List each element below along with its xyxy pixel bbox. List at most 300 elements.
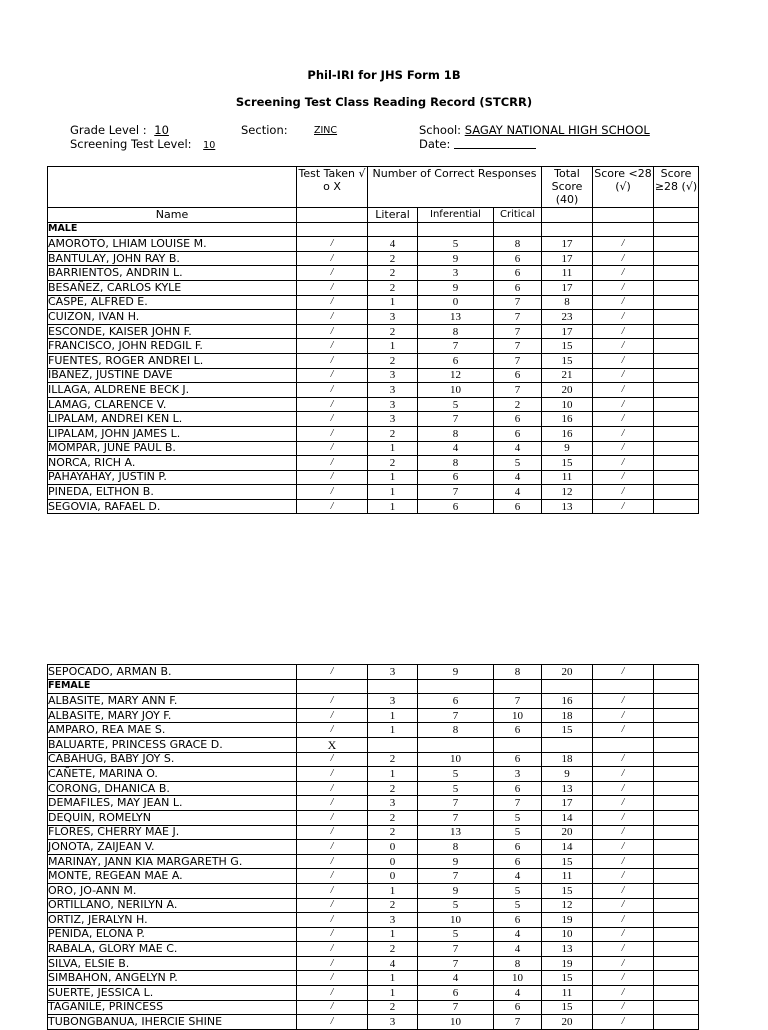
literal-score: 1 <box>368 986 418 1001</box>
inferential-score: 7 <box>418 810 494 825</box>
table-row <box>48 883 699 898</box>
test-taken-mark: / <box>297 810 368 825</box>
total-score: 15 <box>542 971 593 986</box>
critical-score: 4 <box>494 485 542 500</box>
inferential-score: 8 <box>418 324 494 339</box>
score-below-28-mark: / <box>593 883 654 898</box>
student-name: SEPOCADO, ARMAN B. <box>48 665 297 680</box>
score-above-28-mark <box>654 412 699 427</box>
test-taken-mark: / <box>297 499 368 514</box>
test-taken-header: Test Taken √ o X <box>297 167 368 208</box>
score-below-28-mark: / <box>593 767 654 782</box>
test-taken-mark: / <box>297 383 368 398</box>
literal-score: 2 <box>368 825 418 840</box>
total-score: 15 <box>542 883 593 898</box>
inferential-score: 5 <box>418 397 494 412</box>
table-row <box>48 869 699 884</box>
score-below-28-mark <box>593 737 654 752</box>
literal-score: 4 <box>368 237 418 252</box>
inferential-score: 6 <box>418 353 494 368</box>
total-score: 15 <box>542 854 593 869</box>
score-above-28-mark <box>654 840 699 855</box>
total-score: 23 <box>542 310 593 325</box>
score-below-28-mark: / <box>593 942 654 957</box>
literal-score: 1 <box>368 485 418 500</box>
test-taken-mark: / <box>297 368 368 383</box>
score-below-28-mark: / <box>593 927 654 942</box>
score-below-28-mark: / <box>593 810 654 825</box>
score-below-28-mark: / <box>593 840 654 855</box>
score-below-28-mark: / <box>593 781 654 796</box>
critical-score <box>494 737 542 752</box>
score-above-28-mark <box>654 927 699 942</box>
critical-score: 4 <box>494 470 542 485</box>
table-row <box>48 825 699 840</box>
student-name: ALBASITE, MARY JOY F. <box>48 708 297 723</box>
inferential-score: 6 <box>418 470 494 485</box>
table-row <box>48 324 699 339</box>
total-score: 13 <box>542 942 593 957</box>
critical-score: 7 <box>494 694 542 709</box>
score-below-28-mark: / <box>593 251 654 266</box>
total-score: 17 <box>542 237 593 252</box>
total-score: 20 <box>542 1015 593 1030</box>
total-score-header: Total Score (40) <box>542 167 593 208</box>
critical-score: 7 <box>494 310 542 325</box>
student-name: CASPE, ALFRED E. <box>48 295 297 310</box>
test-taken-mark: / <box>297 796 368 811</box>
inferential-score: 0 <box>418 295 494 310</box>
table-row <box>48 412 699 427</box>
student-name: PENIDA, ELONA P. <box>48 927 297 942</box>
grade-level-label: Grade Level : <box>70 123 147 137</box>
test-taken-mark: / <box>297 353 368 368</box>
critical-score: 7 <box>494 339 542 354</box>
test-taken-mark: / <box>297 898 368 913</box>
table-row <box>48 810 699 825</box>
test-taken-mark: / <box>297 986 368 1001</box>
inferential-score: 5 <box>418 767 494 782</box>
student-name: AMOROTO, LHIAM LOUISE M. <box>48 237 297 252</box>
critical-score: 7 <box>494 796 542 811</box>
score-below-28-mark: / <box>593 295 654 310</box>
test-taken-mark: / <box>297 339 368 354</box>
critical-score: 6 <box>494 251 542 266</box>
critical-score: 6 <box>494 1000 542 1015</box>
test-taken-mark: / <box>297 694 368 709</box>
literal-score: 1 <box>368 708 418 723</box>
score-above-28-mark <box>654 752 699 767</box>
score-above-28-mark <box>654 456 699 471</box>
inferential-score: 10 <box>418 383 494 398</box>
table-row <box>48 383 699 398</box>
score-below-28-mark: / <box>593 368 654 383</box>
score-above-28-mark <box>654 913 699 928</box>
table-row <box>48 752 699 767</box>
literal-score: 3 <box>368 913 418 928</box>
score-above-28-mark <box>654 898 699 913</box>
student-name: LAMAG, CLARENCE V. <box>48 397 297 412</box>
table-row <box>48 1015 699 1030</box>
literal-header: Literal <box>368 208 418 223</box>
name-header-top <box>48 167 297 208</box>
inferential-score: 10 <box>418 752 494 767</box>
score-below-28-mark: / <box>593 397 654 412</box>
date-label: Date: <box>419 137 451 151</box>
literal-score: 3 <box>368 397 418 412</box>
literal-score: 0 <box>368 854 418 869</box>
section-label: Section: <box>241 123 288 137</box>
inferential-score: 9 <box>418 251 494 266</box>
score-above-28-mark <box>654 485 699 500</box>
literal-score: 0 <box>368 840 418 855</box>
test-taken-mark: / <box>297 251 368 266</box>
male-rows-page2 <box>48 665 699 680</box>
total-score: 13 <box>542 781 593 796</box>
score-below-28-mark: / <box>593 426 654 441</box>
literal-score: 2 <box>368 266 418 281</box>
student-name: BANTULAY, JOHN RAY B. <box>48 251 297 266</box>
critical-score: 8 <box>494 956 542 971</box>
school-label: School: <box>419 123 462 137</box>
test-taken-mark: / <box>297 280 368 295</box>
student-name: TAGANILE, PRINCESS <box>48 1000 297 1015</box>
critical-score: 6 <box>494 280 542 295</box>
test-taken-mark: / <box>297 869 368 884</box>
score-above-28-mark <box>654 956 699 971</box>
total-score: 13 <box>542 499 593 514</box>
table-row <box>48 266 699 281</box>
inferential-score: 6 <box>418 499 494 514</box>
score-below-28-mark: / <box>593 986 654 1001</box>
literal-score: 2 <box>368 752 418 767</box>
score-below-28-mark: / <box>593 266 654 281</box>
test-taken-mark: / <box>297 1015 368 1030</box>
table-row <box>48 942 699 957</box>
form-title: Phil-IRI for JHS Form 1B <box>307 68 461 82</box>
inferential-score: 6 <box>418 694 494 709</box>
total-score: 20 <box>542 383 593 398</box>
total-score: 15 <box>542 456 593 471</box>
inferential-score: 7 <box>418 1000 494 1015</box>
test-taken-mark: / <box>297 470 368 485</box>
test-level-value: 10 <box>203 140 216 151</box>
student-name: SILVA, ELSIE B. <box>48 956 297 971</box>
student-name: FRANCISCO, JOHN REDGIL F. <box>48 339 297 354</box>
critical-score: 5 <box>494 825 542 840</box>
inferential-score: 7 <box>418 796 494 811</box>
student-name: ALBASITE, MARY ANN F. <box>48 694 297 709</box>
student-name: SUERTE, JESSICA L. <box>48 986 297 1001</box>
score-above-28-mark <box>654 310 699 325</box>
literal-score: 3 <box>368 1015 418 1030</box>
literal-score <box>368 737 418 752</box>
total-score: 11 <box>542 470 593 485</box>
score-above-28-mark <box>654 869 699 884</box>
name-header: Name <box>48 208 297 223</box>
literal-score: 3 <box>368 412 418 427</box>
total-score: 17 <box>542 251 593 266</box>
critical-score: 5 <box>494 898 542 913</box>
student-name: PAHAYAHAY, JUSTIN P. <box>48 470 297 485</box>
score-below-28-mark: / <box>593 485 654 500</box>
total-score: 15 <box>542 723 593 738</box>
student-name: ESCONDE, KAISER JOHN F. <box>48 324 297 339</box>
table-row <box>48 251 699 266</box>
table-row <box>48 898 699 913</box>
table-row <box>48 441 699 456</box>
total-score: 19 <box>542 913 593 928</box>
critical-score: 6 <box>494 723 542 738</box>
female-section-label: FEMALE <box>48 679 297 694</box>
test-taken-mark: / <box>297 324 368 339</box>
test-taken-mark: / <box>297 456 368 471</box>
score-above-28-mark <box>654 324 699 339</box>
student-name: BESAÑEZ, CARLOS KYLE <box>48 280 297 295</box>
total-score: 18 <box>542 752 593 767</box>
critical-score: 4 <box>494 986 542 1001</box>
critical-score: 7 <box>494 324 542 339</box>
score-below-28-mark: / <box>593 412 654 427</box>
score-below-28-mark: / <box>593 383 654 398</box>
score-below-28-mark: / <box>593 723 654 738</box>
total-score: 17 <box>542 324 593 339</box>
test-taken-mark: / <box>297 412 368 427</box>
score-above-28-mark <box>654 353 699 368</box>
score-below-28-mark: / <box>593 324 654 339</box>
literal-score: 3 <box>368 368 418 383</box>
score-below-28-mark: / <box>593 796 654 811</box>
literal-score: 2 <box>368 456 418 471</box>
critical-score: 6 <box>494 426 542 441</box>
critical-score: 6 <box>494 499 542 514</box>
score-below-28-mark: / <box>593 898 654 913</box>
critical-score: 7 <box>494 1015 542 1030</box>
literal-score: 3 <box>368 310 418 325</box>
inferential-score: 7 <box>418 942 494 957</box>
inferential-score: 5 <box>418 927 494 942</box>
test-taken-mark: / <box>297 485 368 500</box>
test-taken-mark: / <box>297 295 368 310</box>
inferential-score: 9 <box>418 665 494 680</box>
critical-score: 8 <box>494 665 542 680</box>
critical-score: 6 <box>494 752 542 767</box>
reading-record-table <box>47 166 699 514</box>
score-below-header: Score <28 (√) <box>593 167 654 208</box>
score-above-28-mark <box>654 665 699 680</box>
literal-score: 1 <box>368 883 418 898</box>
critical-score: 2 <box>494 397 542 412</box>
critical-score: 6 <box>494 854 542 869</box>
test-taken-mark: / <box>297 723 368 738</box>
literal-score: 1 <box>368 339 418 354</box>
critical-score: 7 <box>494 353 542 368</box>
test-taken-mark: / <box>297 854 368 869</box>
score-above-28-mark <box>654 883 699 898</box>
inferential-score: 7 <box>418 485 494 500</box>
score-below-28-mark: / <box>593 956 654 971</box>
score-above-28-mark <box>654 723 699 738</box>
school-row <box>419 123 650 137</box>
table-row <box>48 723 699 738</box>
total-score: 11 <box>542 266 593 281</box>
table-row <box>48 456 699 471</box>
score-below-28-mark: / <box>593 1000 654 1015</box>
literal-score: 1 <box>368 723 418 738</box>
table-row <box>48 280 699 295</box>
literal-score: 2 <box>368 898 418 913</box>
literal-score: 2 <box>368 353 418 368</box>
literal-score: 3 <box>368 665 418 680</box>
student-name: RABALA, GLORY MAE C. <box>48 942 297 957</box>
score-above-28-mark <box>654 499 699 514</box>
literal-score: 3 <box>368 383 418 398</box>
student-name: AMPARO, REA MAE S. <box>48 723 297 738</box>
student-name: DEMAFILES, MAY JEAN L. <box>48 796 297 811</box>
literal-score: 2 <box>368 280 418 295</box>
test-taken-mark: / <box>297 825 368 840</box>
correct-responses-header: Number of Correct Responses <box>368 167 542 208</box>
total-score: 12 <box>542 898 593 913</box>
literal-score: 2 <box>368 781 418 796</box>
literal-score: 1 <box>368 927 418 942</box>
student-name: ORTIZ, JERALYN H. <box>48 913 297 928</box>
date-blank-line <box>454 138 536 149</box>
table-row <box>48 737 699 752</box>
inferential-score: 7 <box>418 708 494 723</box>
literal-score: 1 <box>368 499 418 514</box>
test-taken-mark: / <box>297 1000 368 1015</box>
score-below-28-mark: / <box>593 694 654 709</box>
total-score: 21 <box>542 368 593 383</box>
test-taken-mark: / <box>297 708 368 723</box>
table-row <box>48 781 699 796</box>
school-value: SAGAY NATIONAL HIGH SCHOOL <box>464 123 650 137</box>
inferential-score: 7 <box>418 412 494 427</box>
total-score: 17 <box>542 280 593 295</box>
score-above-28-mark <box>654 737 699 752</box>
literal-score: 1 <box>368 470 418 485</box>
score-below-28-mark: / <box>593 1015 654 1030</box>
table-row <box>48 426 699 441</box>
student-name: SIMBAHON, ANGELYN P. <box>48 971 297 986</box>
literal-score: 1 <box>368 441 418 456</box>
test-taken-mark: / <box>297 237 368 252</box>
critical-score: 4 <box>494 441 542 456</box>
inferential-header: Inferential <box>418 208 494 223</box>
total-score: 11 <box>542 869 593 884</box>
inferential-score: 8 <box>418 426 494 441</box>
critical-score: 5 <box>494 883 542 898</box>
score-above-28-mark <box>654 1015 699 1030</box>
score-below-28-mark: / <box>593 665 654 680</box>
student-name: ILLAGA, ALDRENE BECK J. <box>48 383 297 398</box>
total-score: 15 <box>542 1000 593 1015</box>
table-row <box>48 397 699 412</box>
table-row <box>48 913 699 928</box>
male-section-label: MALE <box>48 222 297 237</box>
student-name: IBAÑEZ, JUSTINE DAVE <box>48 368 297 383</box>
total-score: 10 <box>542 397 593 412</box>
score-below-28-mark: / <box>593 280 654 295</box>
literal-score: 2 <box>368 251 418 266</box>
student-name: BARRIENTOS, ANDRIN L. <box>48 266 297 281</box>
inferential-score: 9 <box>418 280 494 295</box>
table-row <box>48 665 699 680</box>
score-above-28-mark <box>654 383 699 398</box>
inferential-score <box>418 737 494 752</box>
literal-score: 2 <box>368 810 418 825</box>
score-below-28-mark: / <box>593 470 654 485</box>
critical-score: 3 <box>494 767 542 782</box>
table-row <box>48 708 699 723</box>
literal-score: 3 <box>368 796 418 811</box>
student-name: TUBONGBANUA, IHERCIE SHINE <box>48 1015 297 1030</box>
table-row <box>48 1000 699 1015</box>
inferential-score: 13 <box>418 310 494 325</box>
score-above-28-mark <box>654 854 699 869</box>
critical-score: 6 <box>494 840 542 855</box>
literal-score: 0 <box>368 869 418 884</box>
score-above-28-mark <box>654 441 699 456</box>
table-row <box>48 237 699 252</box>
table-row <box>48 854 699 869</box>
section-value: ZINC <box>314 125 338 136</box>
literal-score: 2 <box>368 426 418 441</box>
reading-record-table-continued <box>47 664 699 1030</box>
male-rows-page1 <box>48 237 699 514</box>
inferential-score: 5 <box>418 237 494 252</box>
score-above-28-mark <box>654 942 699 957</box>
total-score: 12 <box>542 485 593 500</box>
table-row <box>48 310 699 325</box>
score-below-28-mark: / <box>593 913 654 928</box>
score-above-28-mark <box>654 339 699 354</box>
inferential-score: 6 <box>418 986 494 1001</box>
student-name: SEGOVIA, RAFAEL D. <box>48 499 297 514</box>
test-taken-mark: / <box>297 913 368 928</box>
student-name: NORCA, RICH A. <box>48 456 297 471</box>
student-name: JONOTA, ZAIJEAN V. <box>48 840 297 855</box>
score-above-28-mark <box>654 426 699 441</box>
score-below-28-mark: / <box>593 869 654 884</box>
score-above-28-mark <box>654 767 699 782</box>
student-name: CAÑETE, MARINA O. <box>48 767 297 782</box>
date-row <box>419 137 536 151</box>
total-score: 20 <box>542 665 593 680</box>
score-above-28-mark <box>654 266 699 281</box>
table-row <box>48 796 699 811</box>
score-below-28-mark: / <box>593 854 654 869</box>
inferential-score: 12 <box>418 368 494 383</box>
score-below-28-mark: / <box>593 752 654 767</box>
test-taken-mark: / <box>297 665 368 680</box>
table-row <box>48 295 699 310</box>
critical-score: 6 <box>494 368 542 383</box>
table-row <box>48 840 699 855</box>
test-taken-mark: / <box>297 927 368 942</box>
total-score: 20 <box>542 825 593 840</box>
test-taken-mark: / <box>297 956 368 971</box>
score-below-28-mark: / <box>593 310 654 325</box>
critical-score: 6 <box>494 781 542 796</box>
score-above-28-mark <box>654 781 699 796</box>
table-row <box>48 767 699 782</box>
grade-level-row <box>70 123 169 137</box>
total-score: 19 <box>542 956 593 971</box>
critical-score: 6 <box>494 913 542 928</box>
critical-score: 5 <box>494 456 542 471</box>
